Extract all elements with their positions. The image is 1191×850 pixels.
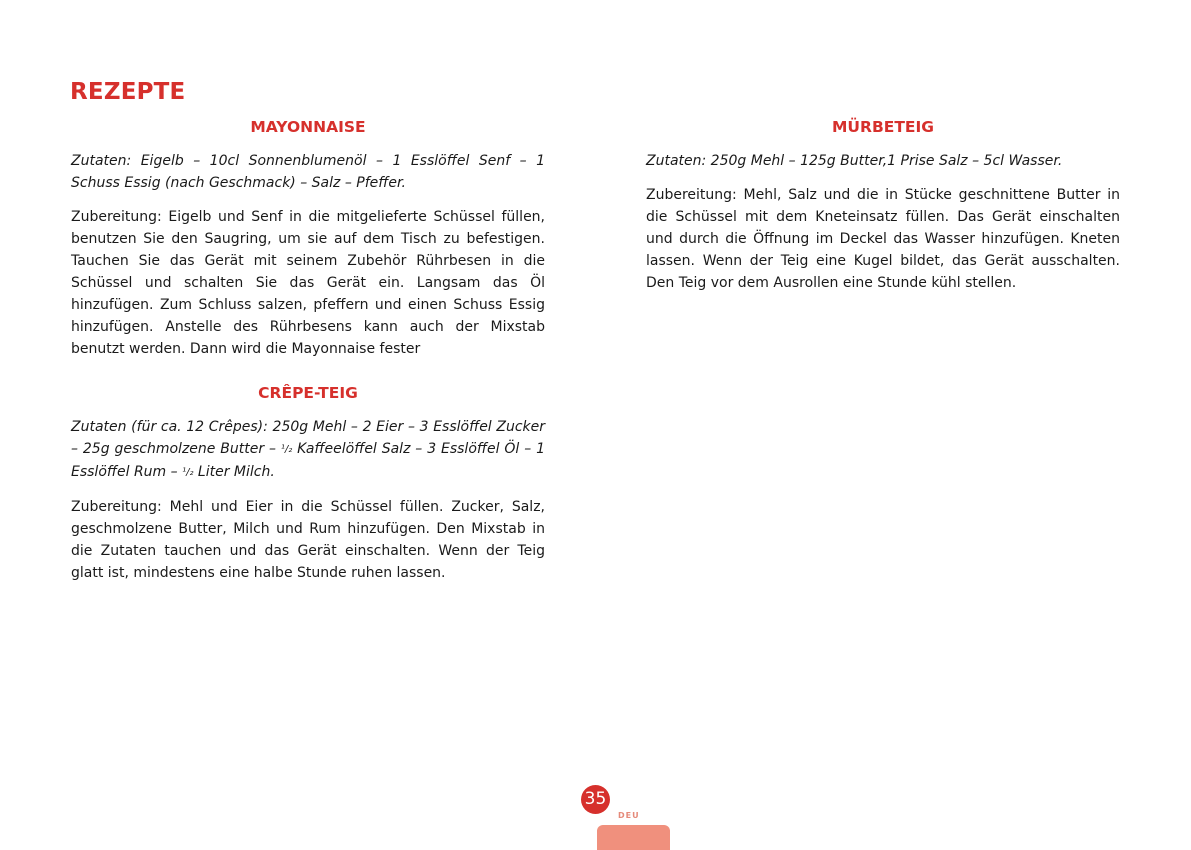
ingredients-mayonnaise: Zutaten: Eigelb – 10cl Sonnenblumenöl – 1 Esslöffel Senf – 1 Schuss Essig (nach Geschmack) – Salz – Pfeffer. (71, 153, 545, 191)
preparation-crepe: Zubereitung: Mehl und Eier in die Schüssel füllen. Zucker, Salz, geschmolzene Butter, Milch und Rum hinzufügen. Den Mixstab in die Zutaten tauchen und das Gerät einschalten. Wenn der Teig glatt ist, mindestens eine halbe Stunde ruhen lassen. (71, 499, 545, 581)
recipe-crepe (71, 382, 545, 584)
page-number-badge: 35 (581, 785, 610, 814)
ingredients-muerbeteig: Zutaten: 250g Mehl – 125g Butter,1 Prise Salz – 5cl Wasser. (646, 153, 1063, 169)
ingredients-crepe-part1: Zutaten (für ca. 12 Crêpes): 250g Mehl – 2 Eier – 3 Esslöffel Zucker – 25g geschmolzene Butter – (71, 419, 545, 457)
recipe-title-mayonnaise: MAYONNAISE (250, 118, 366, 136)
preparation-muerbeteig: Zubereitung: Mehl, Salz und die in Stücke geschnittene Butter in die Schüssel mit dem Kneteinsatz füllen. Das Gerät einschalten und durch die Öffnung im Deckel das Wasser hinzufügen. Kneten lassen. Wenn der Teig eine Kugel bildet, das Gerät ausschalten. Den Teig vor dem Ausrollen eine Stunde kühl stellen. (646, 187, 1120, 291)
ingredients-crepe-part3: Liter Milch. (193, 464, 275, 480)
recipe-title-crepe: CRÊPE-TEIG (258, 384, 358, 402)
recipe-title-muerbeteig: MÜRBETEIG (832, 118, 934, 136)
left-column (71, 116, 545, 606)
right-column (646, 116, 1120, 316)
ingredients-crepe-part2: Kaffeelöffel Salz – 3 Esslöffel Öl – 1 Esslöffel Rum – (71, 441, 545, 480)
recipe-muerbeteig (646, 116, 1120, 294)
page-title: REZEPTE (70, 79, 186, 106)
fraction-half: ¹/₂ (280, 444, 293, 455)
ingredients-crepe (71, 416, 545, 484)
fraction-half: ¹/₂ (182, 467, 194, 478)
language-label: DEU (618, 811, 640, 820)
language-tab (597, 825, 670, 850)
recipe-mayonnaise (71, 116, 545, 360)
preparation-mayonnaise: Zubereitung: Eigelb und Senf in die mitgelieferte Schüssel füllen, benutzen Sie den Saugring, um sie auf dem Tisch zu befestigen. Tauchen Sie das Gerät mit seinem Zubehör Rührbesen in die Schüssel und schalten Sie das Gerät ein. Langsam das Öl hinzufügen. Zum Schluss salzen, pfeffern und einen Schuss Essig hinzufügen. Anstelle des Rührbesens kann auch der Mixstab benutzt werden. Dann wird die Mayonnaise fester (71, 209, 545, 357)
